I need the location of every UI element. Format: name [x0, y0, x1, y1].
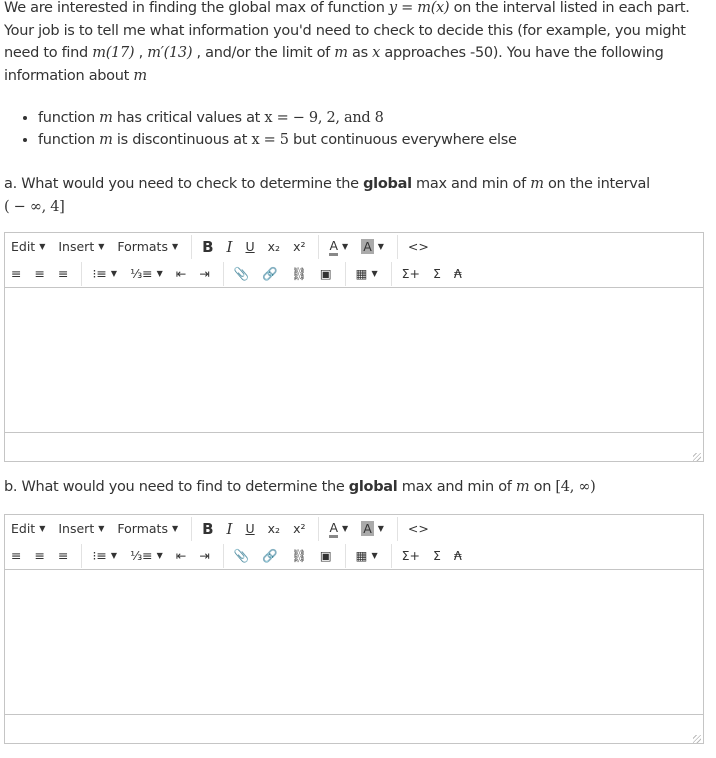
editor-toolbar	[5, 515, 703, 570]
insert-equation-button-label: Σ+	[401, 548, 420, 563]
toolbar-separator	[345, 544, 346, 568]
source-code-button[interactable]	[408, 521, 429, 536]
intro-paragraph: We are interested in finding the global max of function y = m(x) on the interval listed in each part. Your job is to tell me what information you'd need to check to decide this (for example, you might need to find m(17) , m′(13) , and/or the limit of m as x approaches -50). You have the following information about m	[4, 0, 690, 84]
attach-icon-label: 📎	[233, 265, 250, 281]
formats-menu-label: Formats	[117, 521, 168, 536]
chevron-down-icon: ▼	[342, 242, 349, 251]
background-color-button-label: A	[363, 239, 372, 254]
toolbar-separator	[345, 262, 346, 286]
italic-button[interactable]	[227, 520, 233, 538]
info-list	[4, 107, 704, 151]
align-left-button-label: ≡	[11, 266, 22, 281]
answer-editor-b	[4, 514, 704, 744]
handwriting-button-label: ₳	[453, 548, 462, 563]
align-left-button[interactable]	[11, 548, 21, 563]
link-icon[interactable]	[262, 266, 278, 282]
editor-status-bar	[5, 433, 703, 463]
chevron-down-icon: ▼	[342, 524, 349, 533]
align-right-button[interactable]	[58, 548, 68, 563]
chevron-down-icon: ▼	[377, 524, 384, 533]
edit-menu[interactable]	[11, 521, 45, 536]
superscript-button[interactable]	[293, 239, 305, 254]
align-center-button[interactable]	[34, 266, 44, 281]
question-a: a. What would you need to check to determine the global max and min of m on the interval ( − ∞, 4]	[4, 176, 650, 215]
outdent-button-label: ⇤	[175, 266, 187, 281]
chevron-down-icon: ▼	[156, 551, 163, 560]
indent-button[interactable]	[199, 548, 209, 563]
sum-button[interactable]	[433, 548, 441, 563]
toolbar-separator	[191, 235, 192, 259]
bold-button[interactable]	[202, 238, 213, 256]
link-icon-label: 🔗	[262, 265, 278, 281]
edit-menu-label: Edit	[11, 239, 36, 254]
edit-menu[interactable]	[11, 239, 45, 254]
source-code-button[interactable]	[408, 239, 429, 254]
sum-button[interactable]	[433, 266, 441, 281]
align-center-button-label: ≡	[34, 266, 45, 281]
bullet-list-button[interactable]	[92, 548, 117, 563]
image-icon[interactable]	[320, 266, 332, 281]
italic-button-label: I	[226, 237, 233, 256]
align-center-button[interactable]	[34, 548, 44, 563]
source-code-button-label: <>	[407, 239, 429, 254]
subscript-button[interactable]	[268, 239, 280, 254]
sum-button-label: Σ	[432, 266, 441, 281]
chevron-down-icon: ▼	[39, 242, 46, 251]
attach-icon[interactable]	[234, 266, 250, 282]
numbered-list-button[interactable]	[130, 266, 163, 281]
image-icon[interactable]	[320, 548, 332, 563]
insert-equation-button-label: Σ+	[401, 266, 420, 281]
bold-button-label: B	[202, 237, 214, 256]
subscript-button[interactable]	[268, 521, 280, 536]
sum-button-label: Σ	[432, 548, 441, 563]
chevron-down-icon: ▼	[371, 269, 378, 278]
image-icon-label: ▣	[319, 548, 332, 563]
italic-button[interactable]	[227, 238, 233, 256]
toolbar-separator	[81, 262, 82, 286]
background-color-button[interactable]	[361, 521, 384, 536]
image-icon-label: ▣	[319, 266, 332, 281]
subscript-button-label: x₂	[267, 239, 281, 254]
numbered-list-button-label: ⅓≡	[130, 548, 153, 563]
unlink-icon[interactable]	[291, 266, 307, 282]
edit-menu-label: Edit	[11, 521, 36, 536]
formats-menu[interactable]	[117, 521, 178, 536]
handwriting-button-label: ₳	[453, 266, 462, 281]
insert-menu-label: Insert	[58, 239, 95, 254]
superscript-button-label: x²	[293, 521, 306, 536]
attach-icon-label: 📎	[233, 547, 250, 563]
editor-status-bar	[5, 715, 703, 745]
chevron-down-icon: ▼	[156, 269, 163, 278]
italic-button-label: I	[226, 519, 233, 538]
toolbar-separator	[81, 544, 82, 568]
background-color-button[interactable]	[361, 239, 384, 254]
indent-button[interactable]	[199, 266, 209, 281]
insert-menu-label: Insert	[58, 521, 95, 536]
toolbar-separator	[391, 544, 392, 568]
handwriting-button[interactable]	[454, 548, 462, 563]
formats-menu[interactable]	[117, 239, 178, 254]
answer-editor-a	[4, 232, 704, 462]
insert-equation-button[interactable]	[402, 266, 420, 281]
bold-button-label: B	[202, 519, 214, 538]
superscript-button[interactable]	[293, 521, 305, 536]
table-button[interactable]	[356, 266, 378, 281]
insert-equation-button[interactable]	[402, 548, 420, 563]
attach-icon[interactable]	[234, 548, 250, 564]
numbered-list-button[interactable]	[130, 548, 163, 563]
bullet-list-button-label: ⁝≡	[92, 266, 107, 281]
align-right-button-label: ≡	[57, 266, 69, 281]
chevron-down-icon: ▼	[171, 242, 179, 251]
outdent-button[interactable]	[176, 548, 186, 563]
subscript-button-label: x₂	[267, 521, 281, 536]
chevron-down-icon: ▼	[371, 551, 378, 560]
toolbar-separator	[223, 262, 224, 286]
underline-button[interactable]	[245, 521, 254, 536]
source-code-button-label: <>	[407, 521, 429, 536]
unlink-icon[interactable]	[291, 548, 307, 564]
chevron-down-icon: ▼	[110, 269, 118, 278]
table-button-label: ▦	[355, 548, 368, 563]
align-center-button-label: ≡	[34, 548, 45, 563]
editor-toolbar	[5, 233, 703, 288]
text-color-button[interactable]	[329, 238, 348, 256]
align-left-button-label: ≡	[11, 548, 22, 563]
table-button[interactable]	[356, 548, 378, 563]
bullet-list-button-label: ⁝≡	[92, 548, 107, 563]
toolbar-separator	[318, 235, 319, 259]
indent-button-label: ⇥	[199, 266, 210, 281]
underline-button-label: U	[245, 521, 255, 536]
question-b: b. What would you need to find to determine the global max and min of m on [4, ∞)	[4, 479, 596, 495]
toolbar-separator	[318, 517, 319, 541]
chevron-down-icon: ▼	[98, 242, 105, 251]
insert-menu[interactable]	[58, 521, 104, 536]
bold-button[interactable]	[202, 520, 213, 538]
insert-menu[interactable]	[58, 239, 104, 254]
table-button-label: ▦	[355, 266, 368, 281]
bullet-list-button[interactable]	[92, 266, 117, 281]
formats-menu-label: Formats	[117, 239, 168, 254]
text-color-button[interactable]	[329, 520, 348, 538]
text-color-button-label: A	[329, 520, 338, 538]
align-left-button[interactable]	[11, 266, 21, 281]
link-icon-label: 🔗	[262, 547, 278, 563]
link-icon[interactable]	[262, 548, 278, 564]
resize-handle[interactable]	[693, 735, 701, 743]
resize-handle[interactable]	[693, 453, 701, 461]
toolbar-separator	[391, 262, 392, 286]
outdent-button[interactable]	[176, 266, 186, 281]
toolbar-separator	[191, 517, 192, 541]
toolbar-separator	[397, 235, 398, 259]
superscript-button-label: x²	[293, 239, 306, 254]
chevron-down-icon: ▼	[98, 524, 105, 533]
editor-text-area[interactable]	[5, 570, 703, 715]
unlink-icon-label: ⛓	[290, 265, 307, 281]
underline-button[interactable]	[245, 239, 254, 254]
indent-button-label: ⇥	[199, 548, 210, 563]
numbered-list-button-label: ⅓≡	[130, 266, 153, 281]
align-right-button-label: ≡	[57, 548, 69, 563]
chevron-down-icon: ▼	[171, 524, 179, 533]
unlink-icon-label: ⛓	[290, 547, 307, 563]
list-item: • function m has critical values at x = − 9, 2, and 8	[38, 107, 704, 129]
underline-button-label: U	[245, 239, 255, 254]
handwriting-button[interactable]	[454, 266, 462, 281]
background-color-button-label: A	[363, 521, 372, 536]
align-right-button[interactable]	[58, 266, 68, 281]
list-item: • function m is discontinuous at x = 5 but continuous everywhere else	[38, 129, 704, 151]
toolbar-separator	[397, 517, 398, 541]
editor-text-area[interactable]	[5, 288, 703, 433]
chevron-down-icon: ▼	[377, 242, 384, 251]
chevron-down-icon: ▼	[110, 551, 118, 560]
chevron-down-icon: ▼	[39, 524, 46, 533]
toolbar-separator	[223, 544, 224, 568]
outdent-button-label: ⇤	[175, 548, 187, 563]
text-color-button-label: A	[329, 238, 338, 256]
